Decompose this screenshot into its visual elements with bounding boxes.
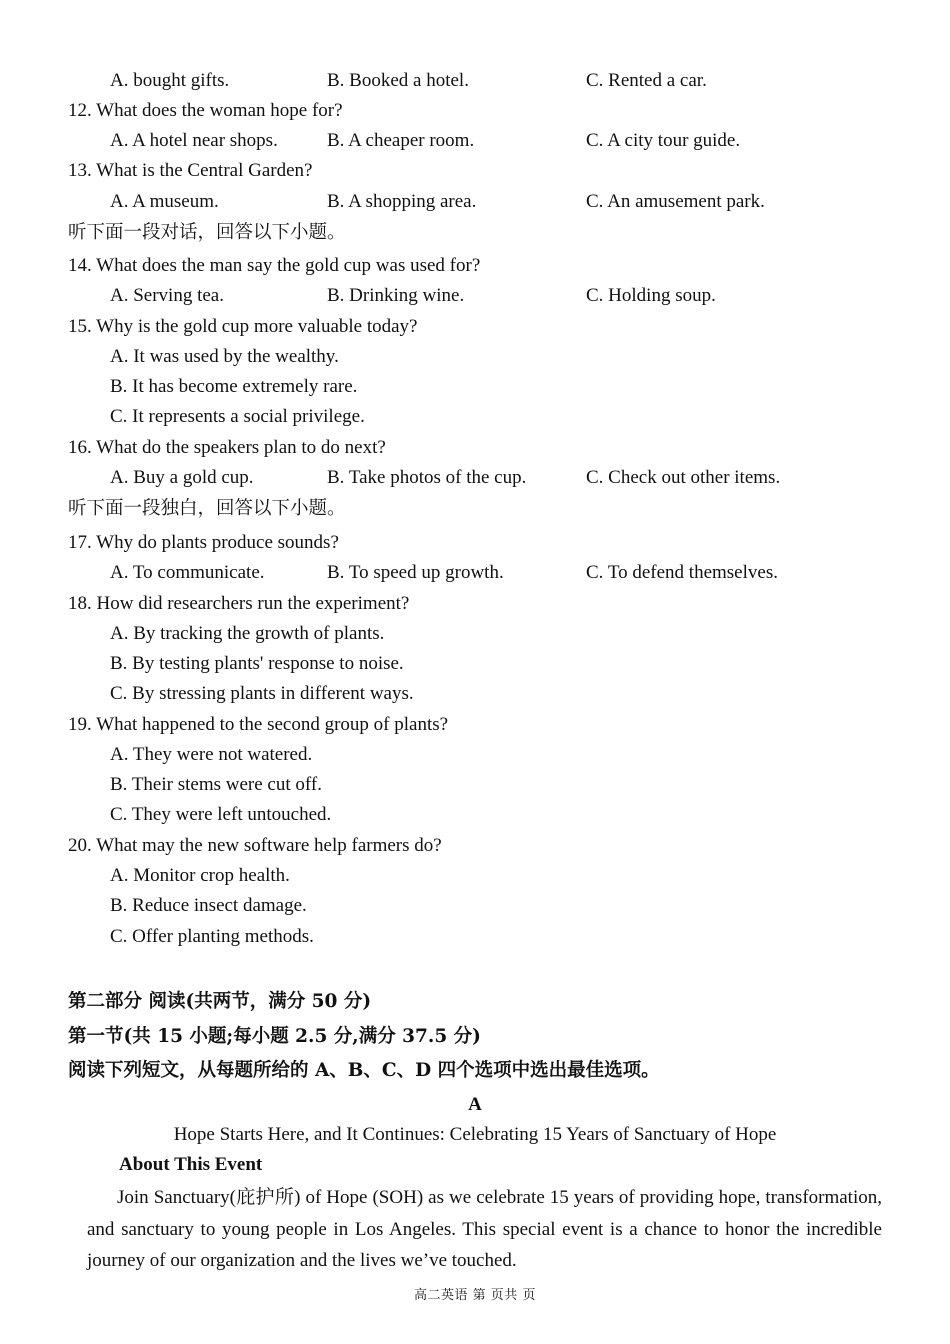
part2-title: 第二部分 阅读(共两节，满分 50 分) [68, 991, 372, 1012]
q12-stem: 12. What does the woman hope for? [68, 100, 343, 121]
q20-option-c: C. Offer planting methods. [110, 926, 314, 947]
q18-option-b: B. By testing plants' response to noise. [110, 653, 404, 674]
q11-option-b: B. Booked a hotel. [327, 70, 469, 91]
q18-option-c: C. By stressing plants in different ways. [110, 683, 414, 704]
q17-option-c: C. To defend themselves. [586, 562, 778, 583]
q11-option-c: C. Rented a car. [586, 70, 707, 91]
part2-instruction: 阅读下列短文，从每题所给的 A、B、C、D 四个选项中选出最佳选项。 [68, 1060, 660, 1081]
q13-option-a: A. A museum. [110, 191, 219, 212]
passage-letter: A [468, 1094, 482, 1115]
q12-option-a: A. A hotel near shops. [110, 130, 278, 151]
q16-option-b: B. Take photos of the cup. [327, 467, 527, 488]
q20-option-a: A. Monitor crop health. [110, 865, 290, 886]
q15-option-a: A. It was used by the wealthy. [110, 346, 339, 367]
q15-stem: 15. Why is the gold cup more valuable today? [68, 316, 418, 337]
q19-option-a: A. They were not watered. [110, 744, 313, 765]
q12-option-b: B. A cheaper room. [327, 130, 475, 151]
page-footer: 高二英语 第 页共 页 [414, 1288, 536, 1303]
passage-title: Hope Starts Here, and It Continues: Celebrating 15 Years of Sanctuary of Hope [173, 1124, 777, 1145]
instruction-dialogue: 听下面一段对话，回答以下小题。 [68, 222, 346, 243]
q18-option-a: A. By tracking the growth of plants. [110, 623, 385, 644]
part2-section1: 第一节(共 15 小题;每小题 2.5 分,满分 37.5 分) [68, 1026, 481, 1047]
q12-option-c: C. A city tour guide. [586, 130, 741, 151]
q17-option-a: A. To communicate. [110, 562, 265, 583]
q13-stem: 13. What is the Central Garden? [68, 160, 313, 181]
q13-option-b: B. A shopping area. [327, 191, 477, 212]
q19-option-c: C. They were left untouched. [110, 804, 332, 825]
q14-option-c: C. Holding soup. [586, 285, 716, 306]
q17-stem: 17. Why do plants produce sounds? [68, 532, 339, 553]
q15-option-b: B. It has become extremely rare. [110, 376, 358, 397]
q16-option-a: A. Buy a gold cup. [110, 467, 254, 488]
q20-stem: 20. What may the new software help farmers do? [68, 835, 442, 856]
q20-option-b: B. Reduce insect damage. [110, 895, 307, 916]
q16-stem: 16. What do the speakers plan to do next? [68, 437, 386, 458]
q14-stem: 14. What does the man say the gold cup was used for? [68, 255, 481, 276]
q17-option-b: B. To speed up growth. [327, 562, 504, 583]
passage-heading: About This Event [119, 1154, 263, 1175]
q14-option-a: A. Serving tea. [110, 285, 224, 306]
q19-stem: 19. What happened to the second group of plants? [68, 714, 449, 735]
passage-paragraph: Join Sanctuary(庇护所) of Hope (SOH) as we celebrate 15 years of providing hope, transformation, and sanctuary to young people in Los Angeles. This special event is a chance to honor the incredible journey of our organization and the lives we’ve touched. [87, 1187, 882, 1271]
q16-option-c: C. Check out other items. [586, 467, 781, 488]
q15-option-c: C. It represents a social privilege. [110, 406, 365, 427]
q18-stem: 18. How did researchers run the experiment? [68, 593, 410, 614]
q19-option-b: B. Their stems were cut off. [110, 774, 322, 795]
q11-option-a: A. bought gifts. [110, 70, 230, 91]
instruction-monologue: 听下面一段独白，回答以下小题。 [68, 498, 346, 519]
q13-option-c: C. An amusement park. [586, 191, 765, 212]
q14-option-b: B. Drinking wine. [327, 285, 465, 306]
